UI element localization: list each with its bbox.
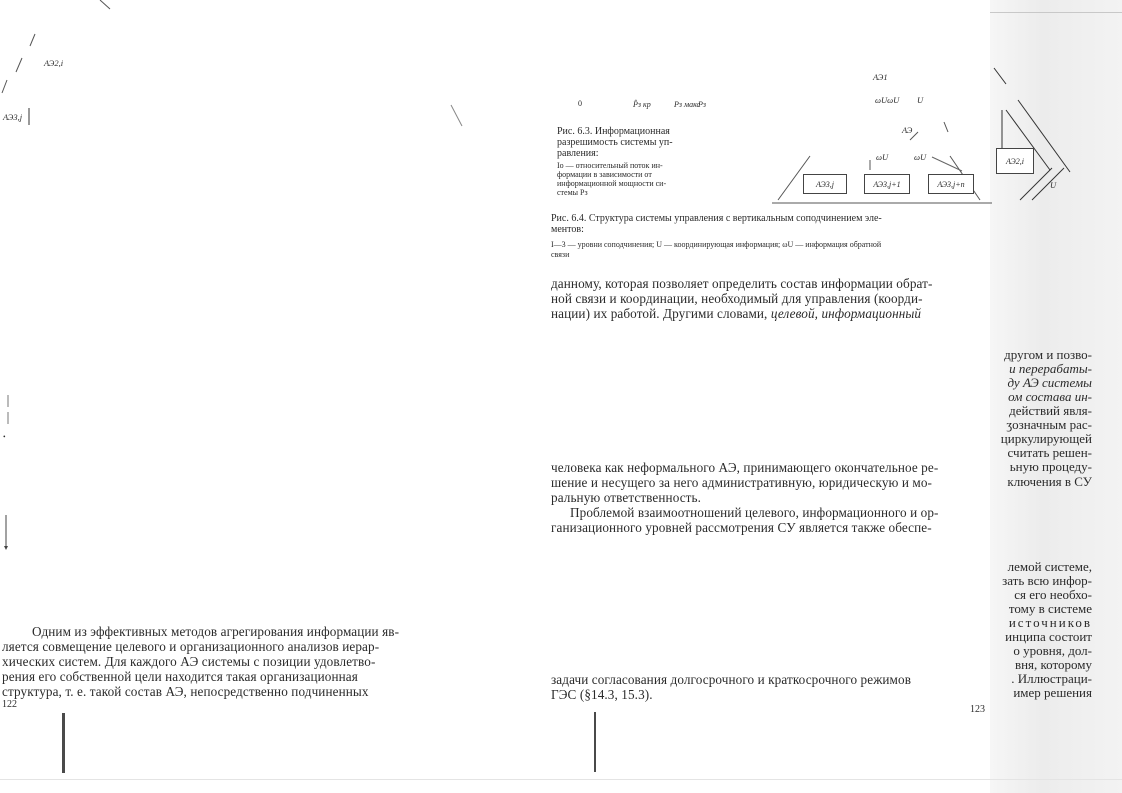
left-paragraph-line: хических систем. Для каждого АЭ системы с позиции удовлетво- (2, 654, 376, 669)
fig63-label-pcr: P̂з кр (633, 100, 651, 109)
diagonal-stroke-3 (16, 58, 22, 72)
fig64-caption: Рис. 6.4. Структура системы управления с вертикальным соподчинением эле- (551, 213, 882, 224)
fig63-label-pmax: Pз макс (674, 100, 701, 109)
bleed-line: и перерабаты- (1009, 361, 1092, 376)
right-paragraph-line: ной связи и координации, необходимый для управления (коорди- (551, 291, 923, 306)
fig63-legend: Iо — относительный поток ин- (557, 161, 663, 170)
fig63-legend: формации в зависимости от (557, 170, 652, 179)
right-paragraph-line: шение и несущего за него административную, юридическую и мо- (551, 475, 933, 490)
right-paragraph-text: нации) их работой. Другими словами, (551, 306, 768, 321)
fig63-caption: равления: (557, 148, 599, 159)
right-paragraph-line: человека как неформального АЭ, принимающего окончательное ре- (551, 460, 939, 475)
bleed-line: тому в системе (1008, 601, 1092, 616)
bleed-line: ду АЭ системы (1007, 375, 1092, 390)
fig63-caption: разрешимость системы уп- (557, 137, 673, 148)
bleed-line: вня, которому (1014, 657, 1092, 672)
bleed-line: лемой системе, (1007, 559, 1092, 574)
left-paragraph-line: Одним из эффективных методов агрегирования информации яв- (32, 624, 400, 639)
fig64-label-ae1: АЭ1 (873, 72, 888, 82)
fig64-legend: связи (551, 250, 570, 259)
bleed-line: инципа состоит (1005, 629, 1092, 644)
bleed-line: ключения в СУ (1007, 474, 1092, 489)
hierarchy-line (944, 122, 948, 132)
left-paragraph-line: ляется совмещение целевого и организационного анализов иерар- (2, 639, 380, 654)
fig64-box: АЭ3,j+1 (864, 174, 910, 194)
fig63-legend: стемы Pз (557, 188, 588, 197)
scan-bottom-line (0, 779, 1122, 780)
diagonal-stroke-2 (30, 34, 35, 46)
hierarchy-line (932, 157, 962, 171)
dot-mark: • (3, 433, 6, 441)
right-paragraph-line: ганизационного уровней рассмотрения СУ является также обеспе- (551, 520, 932, 535)
diagonal-stroke (100, 0, 110, 9)
right-paragraph-line: ральную ответственность. (551, 490, 702, 505)
right-paragraph-line: ГЭС (§14.3, 15.3). (551, 687, 653, 702)
fig63-legend: информационной мощности си- (557, 179, 667, 188)
page-number-left: 122 (2, 699, 17, 710)
fig64-caption: ментов: (551, 224, 584, 235)
fig63-origin: 0 (578, 99, 582, 108)
fig64-box: АЭ3,j+n (928, 174, 974, 194)
bleed-line: имер решения (1013, 685, 1092, 700)
fig64-label-ae: АЭ (902, 125, 913, 135)
label-ae2: АЭ2,i (44, 58, 64, 68)
gutter-shadow-right (594, 712, 596, 772)
bleed-line: ьную процеду- (1009, 459, 1092, 474)
label-ae3: АЭ3,j (3, 112, 23, 122)
fig64-label-omega-right: ωU (914, 152, 927, 162)
left-paragraph-line: структура, т. е. такой состав АЭ, непосредственно подчиненных (2, 684, 369, 699)
fig63-label-p: Pз (698, 100, 707, 109)
right-paragraph-italic: целевой, информационный (770, 306, 922, 321)
fig64-label-u: U (917, 95, 924, 105)
fig63-caption: Рис. 6.3. Информационная (557, 126, 670, 137)
bleed-line: . Иллюстраци- (1011, 671, 1092, 686)
left-paragraph-line: рения его собственной цели находится такая организационная (2, 669, 358, 684)
fig64-label-omega-mid: ωU (876, 152, 889, 162)
left-figure-fragment (0, 0, 130, 560)
right-paragraph-line: данному, которая позволяет определить состав информации обрат- (551, 276, 933, 291)
right-paragraph-line (551, 306, 921, 321)
right-arrow (1032, 168, 1064, 200)
bleed-line: действий явля- (1009, 403, 1092, 418)
bleed-line: ся его необхо- (1014, 587, 1092, 602)
fig64-right-u: U (1050, 180, 1057, 190)
bleed-line: другом и позво- (1004, 347, 1092, 362)
fig64-box: АЭ3,j (803, 174, 847, 194)
fig64-right-box: АЭ2,i (996, 148, 1034, 174)
bleed-line: источников (1008, 615, 1092, 630)
bleed-line: ом состава ин- (1008, 389, 1092, 404)
fig64-legend: I—3 — уровни соподчинения; U — координирующая информация; ωU — информация обратной (551, 240, 882, 249)
bleed-line: зать всю инфор- (1002, 573, 1092, 588)
bleed-line: ʒозначным рас- (1006, 417, 1092, 432)
stray-stroke (450, 104, 464, 128)
bleed-line: циркулирующей (1000, 431, 1092, 446)
scan-edge-line (990, 12, 1122, 13)
arrow-diagonal (994, 68, 1006, 84)
bleed-line: о уровня, дол- (1013, 643, 1092, 658)
arrow-head (4, 546, 8, 550)
right-paragraph-line: Проблемой взаимоотношений целевого, информационного и ор- (570, 505, 939, 520)
gutter-shadow-left (62, 713, 65, 773)
page-number-right: 123 (970, 704, 985, 715)
fig64-label-omega-top: ωUωU (875, 95, 900, 105)
diagonal-stroke-4 (2, 80, 7, 93)
right-paragraph-line: задачи согласования долгосрочного и краткосрочного режимов (551, 672, 912, 687)
bleed-line: считать решен- (1007, 445, 1092, 460)
